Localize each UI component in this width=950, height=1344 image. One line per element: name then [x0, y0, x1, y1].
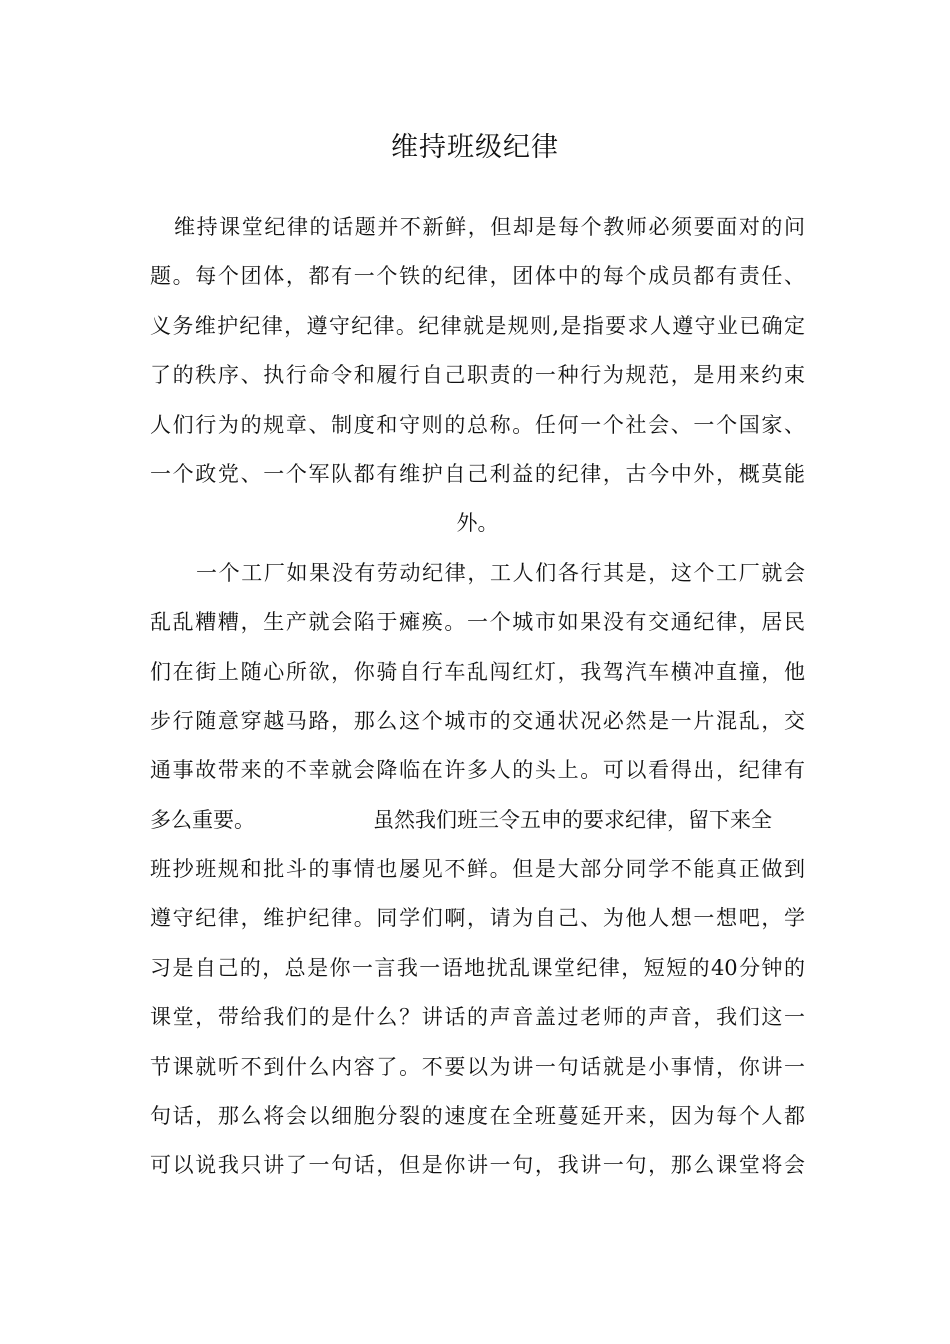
- text-line: 了的秩序、执行命令和履行自己职责的一种行为规范，是用来约束: [150, 363, 805, 388]
- text-segment: 虽然我们班三令五申的要求纪律，留下来全: [373, 807, 772, 832]
- text-line: 外。: [456, 511, 499, 536]
- document-title: 维持班级纪律: [391, 132, 559, 163]
- text-line: 乱乱糟糟，生产就会陷于瘫痪。一个城市如果没有交通纪律，居民: [150, 610, 805, 635]
- text-line: 人们行为的规章、制度和守则的总称。任何一个社会、一个国家、: [150, 412, 805, 437]
- text-line: 班抄班规和批斗的事情也屡见不鲜。但是大部分同学不能真正做到: [150, 857, 805, 882]
- text-line: 一个政党、一个军队都有维护自己利益的纪律，古今中外，概莫能: [150, 461, 805, 486]
- text-line: 节课就听不到什么内容了。不要以为讲一句话就是小事情，你讲一: [150, 1054, 805, 1079]
- text-line: 可以说我只讲了一句话，但是你讲一句，我讲一句，那么课堂将会: [150, 1153, 805, 1178]
- text-line: 通事故带来的不幸就会降临在许多人的头上。可以看得出，纪律有: [150, 758, 805, 783]
- text-line: 题。每个团体，都有一个铁的纪律，团体中的每个成员都有责任、: [150, 264, 805, 289]
- text-line: 习是自己的，总是你一言我一语地扰乱课堂纪律，短短的40分钟的: [150, 955, 805, 980]
- text-line: 句话，那么将会以细胞分裂的速度在全班蔓延开来，因为每个人都: [150, 1104, 805, 1129]
- document-body: [150, 203, 805, 1191]
- text-line: 义务维护纪律，遵守纪律。纪律就是规则,是指要求人遵守业已确定: [150, 313, 805, 338]
- text-line: 维持课堂纪律的话题并不新鲜，但却是每个教师必须要面对的问: [174, 215, 805, 239]
- text-line: 课堂，带给我们的是什么？讲话的声音盖过老师的声音，我们这一: [150, 1005, 805, 1030]
- text-line: 们在街上随心所欲，你骑自行车乱闯红灯，我驾汽车横冲直撞，他: [150, 659, 805, 684]
- text-line: 步行随意穿越马路，那么这个城市的交通状况必然是一片混乱，交: [150, 708, 805, 733]
- text-line: 遵守纪律，维护纪律。同学们啊，请为自己、为他人想一想吧，学: [150, 906, 805, 931]
- text-line: 一个工厂如果没有劳动纪律，工人们各行其是，这个工厂就会: [196, 560, 805, 585]
- text-segment: 多么重要。: [150, 807, 255, 832]
- text-line-split: [150, 796, 805, 845]
